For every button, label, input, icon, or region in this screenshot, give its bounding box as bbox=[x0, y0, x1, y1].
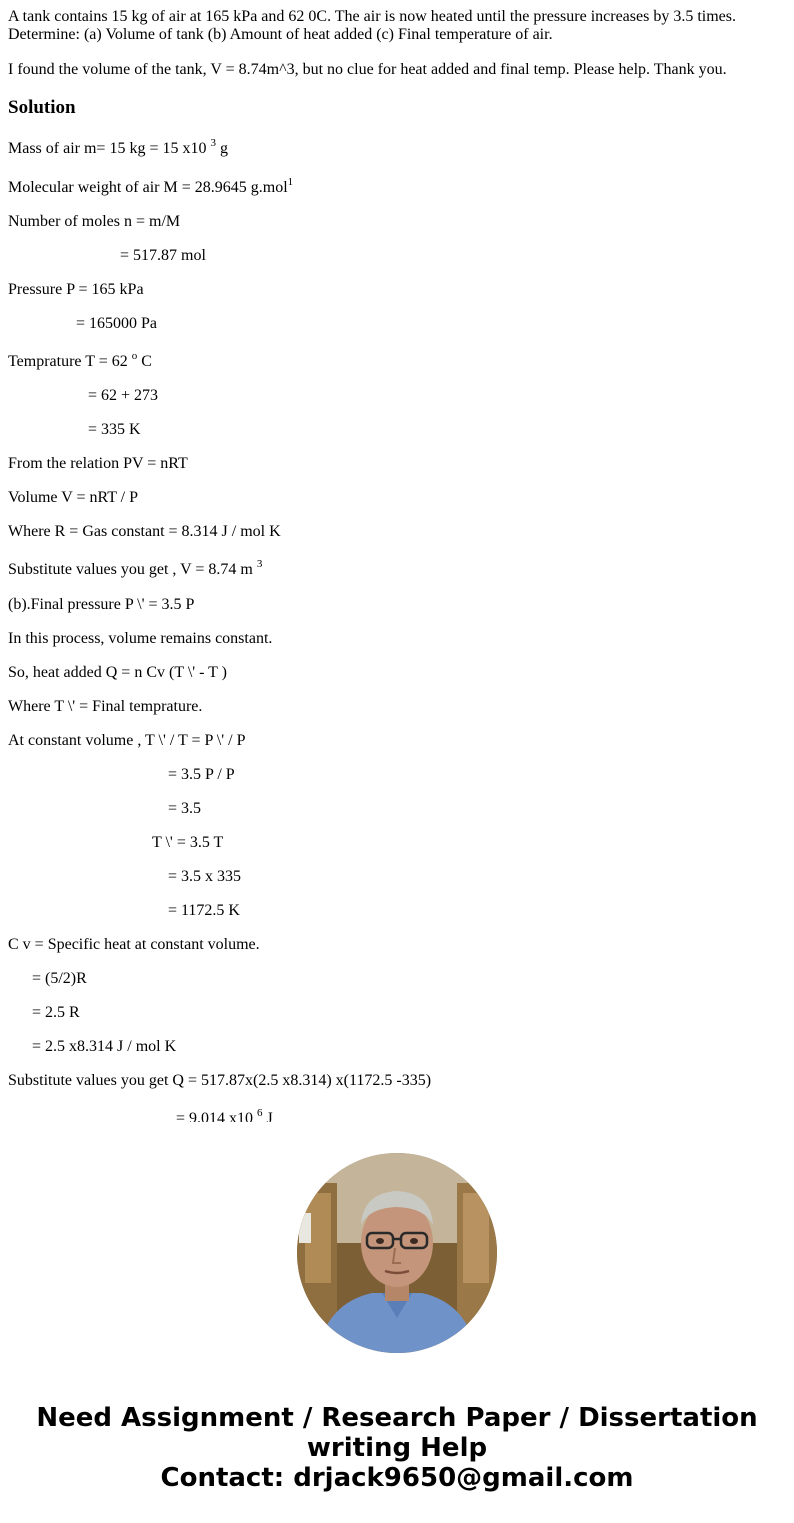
t-prime-step-line: = 3.5 x 335 bbox=[168, 868, 242, 885]
relation-line: From the relation PV = nRT bbox=[8, 455, 188, 472]
q-substitute-line: Substitute values you get Q = 517.87x(2.5 x8.314) x(1172.5 -335) bbox=[8, 1072, 432, 1089]
gas-constant-line: Where R = Gas constant = 8.314 J / mol K bbox=[8, 523, 281, 540]
volume-formula-line: Volume V = nRT / P bbox=[8, 489, 139, 506]
q-value-line: = 9.014 x10 $^6$ J bbox=[176, 1107, 273, 1122]
question-text: A tank contains 15 kg of air at 165 kPa and 62 0C. The air is now heated until the pressure increases by 3.5 times. Determine: (a) Volume of tank (b) Amount of heat added (c) Final temperature of air. bbox=[8, 8, 736, 43]
banner-line-2: writing Help bbox=[306, 1433, 488, 1463]
volume-value-line: Substitute values you get , V = 8.74 m $^3$ bbox=[8, 558, 263, 578]
temperature-line: Temprature T = 62 $^o$ C bbox=[8, 350, 152, 370]
pressure-line: Pressure P = 165 kPa bbox=[8, 281, 144, 298]
moles-value-line: = 517.87 mol bbox=[120, 247, 206, 264]
t-prime-line: T \' = 3.5 T bbox=[152, 834, 224, 851]
mass-line: Mass of air m= 15 kg = 15 x10 $^3$ g bbox=[8, 137, 228, 157]
pressure-pa-line: = 165000 Pa bbox=[76, 315, 158, 332]
temp-sum-line: = 62 + 273 bbox=[88, 387, 159, 404]
constant-volume-line: In this process, volume remains constant. bbox=[8, 630, 273, 647]
moles-formula-line: Number of moles n = m/M bbox=[8, 213, 181, 230]
ratio-line: At constant volume , T \' / T = P \' / P bbox=[8, 732, 246, 749]
banner-line-1: Need Assignment / Research Paper / Dissertation bbox=[36, 1403, 758, 1433]
help-banner bbox=[0, 1403, 794, 1493]
final-temp-definition-line: Where T \' = Final temprature. bbox=[8, 698, 203, 715]
author-photo bbox=[297, 1153, 497, 1353]
cv-step1-line: = (5/2)R bbox=[32, 970, 87, 987]
solution-document bbox=[8, 0, 786, 1122]
banner-contact: Contact: drjack9650@gmail.com bbox=[160, 1463, 634, 1493]
final-pressure-line: (b).Final pressure P \' = 3.5 P bbox=[8, 596, 195, 613]
question-followup: I found the volume of the tank, V = 8.74m^3, but no clue for heat added and final temp. Please help. Thank you. bbox=[8, 61, 727, 78]
cv-step2-line: = 2.5 R bbox=[32, 1004, 80, 1021]
t-prime-value-line: = 1172.5 K bbox=[168, 902, 240, 919]
solution-heading: Solution bbox=[8, 97, 76, 118]
cv-definition-line: C v = Specific heat at constant volume. bbox=[8, 936, 260, 953]
heat-formula-line: So, heat added Q = n Cv (T \' - T ) bbox=[8, 664, 227, 681]
temp-kelvin-line: = 335 K bbox=[88, 421, 141, 438]
cv-step3-line: = 2.5 x8.314 J / mol K bbox=[32, 1038, 177, 1055]
ratio-step2-line: = 3.5 bbox=[168, 800, 202, 817]
molecular-weight-line: Molecular weight of air M = 28.9645 g.mol$^1$ bbox=[8, 176, 294, 196]
ratio-step1-line: = 3.5 P / P bbox=[168, 766, 235, 783]
author-avatar bbox=[297, 1153, 497, 1353]
